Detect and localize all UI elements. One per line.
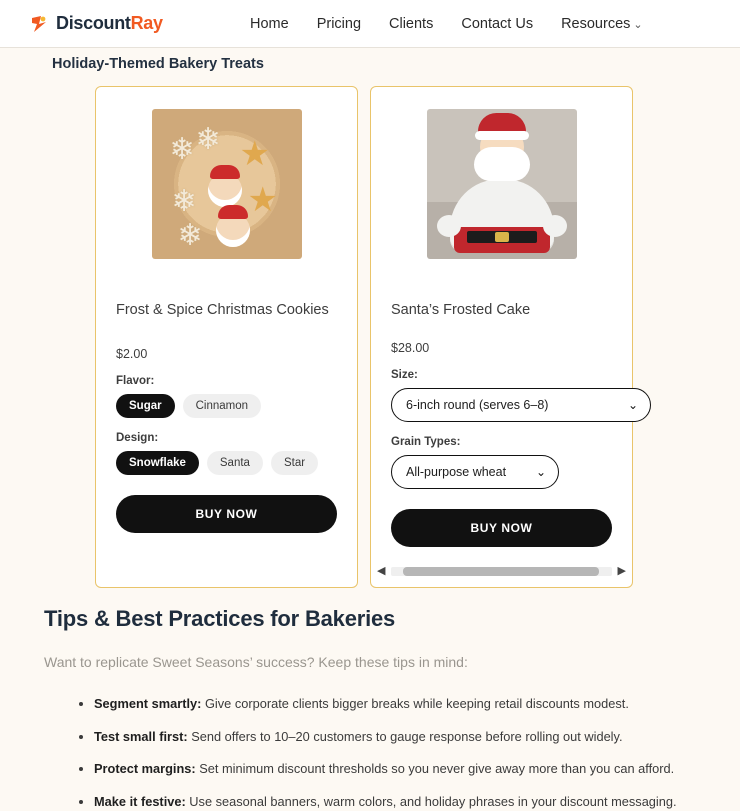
chip-flavor-sugar[interactable]: Sugar xyxy=(116,394,175,418)
list-item xyxy=(94,696,696,713)
option-chips-design xyxy=(116,451,337,475)
main-nav xyxy=(250,16,643,32)
page-body xyxy=(0,48,740,811)
chip-design-star[interactable]: Star xyxy=(271,451,318,475)
nav-item-pricing[interactable] xyxy=(317,16,361,32)
tip-text: Send offers to 10–20 customers to gauge response before rolling out widely. xyxy=(187,728,623,744)
tip-term: Test small first: xyxy=(94,728,188,744)
size-select-value: 6-inch round (serves 6–8) xyxy=(406,398,549,412)
chip-flavor-cinnamon[interactable]: Cinnamon xyxy=(183,394,261,418)
product-price: $28.00 xyxy=(391,341,430,355)
brand-logo[interactable] xyxy=(0,13,250,34)
nav-item-clients[interactable] xyxy=(389,16,433,32)
product-title: Santa’s Frosted Cake xyxy=(391,302,531,318)
buy-now-button-cake[interactable]: BUY NOW xyxy=(391,509,612,547)
nav-label-contact-us: Contact Us xyxy=(461,15,534,32)
option-label-size: Size: xyxy=(391,369,418,381)
chip-design-snowflake[interactable]: Snowflake xyxy=(116,451,199,475)
tip-text: Use seasonal banners, warm colors, and holiday phrases in your discount messaging. xyxy=(185,793,677,809)
chevron-down-icon: ⌄ xyxy=(535,465,546,479)
option-label-flavor: Flavor: xyxy=(116,375,155,387)
tip-term: Segment smartly: xyxy=(94,696,202,711)
product-image-cake xyxy=(427,109,577,259)
brand-name-part1: Discount xyxy=(56,13,131,33)
list-item xyxy=(94,794,696,811)
nav-item-resources[interactable] xyxy=(561,16,643,32)
tip-text: Give corporate clients bigger breaks while keeping retail discounts modest. xyxy=(201,696,629,711)
option-chips-flavor xyxy=(116,394,337,418)
scrollbar-thumb[interactable] xyxy=(403,567,599,576)
grain-types-select-value: All-purpose wheat xyxy=(406,465,507,479)
tips-lede: Want to replicate Sweet Seasons’ success? Keep these tips in mind: xyxy=(44,654,468,670)
tip-term: Make it festive: xyxy=(94,793,186,809)
section-heading: Holiday-Themed Bakery Treats xyxy=(52,56,264,72)
product-card-row xyxy=(0,86,740,588)
product-card-cake xyxy=(370,86,638,588)
nav-item-contact-us[interactable] xyxy=(461,16,533,32)
nav-label-clients: Clients xyxy=(389,15,434,32)
list-item xyxy=(94,729,696,746)
product-title: Frost & Spice Christmas Cookies xyxy=(116,302,329,318)
tip-term: Protect margins: xyxy=(94,761,196,777)
nav-label-home: Home xyxy=(250,15,289,32)
tips-list xyxy=(44,696,696,811)
option-label-design: Design: xyxy=(116,432,159,444)
scroll-left-arrow-icon[interactable]: ◀ xyxy=(377,564,386,577)
brand-name xyxy=(56,13,163,34)
chevron-down-icon: ⌄ xyxy=(633,18,643,31)
horizontal-scrollbar[interactable] xyxy=(371,563,632,579)
product-price: $2.00 xyxy=(116,347,148,361)
buy-now-button-cookies[interactable]: BUY NOW xyxy=(116,495,337,533)
ray-logo-icon xyxy=(30,14,50,34)
list-item xyxy=(94,761,696,778)
chevron-down-icon: ⌄ xyxy=(627,398,638,412)
nav-label-resources: Resources xyxy=(561,15,631,32)
scroll-right-arrow-icon[interactable]: ▶ xyxy=(617,564,626,577)
site-header xyxy=(0,0,740,48)
nav-item-home[interactable] xyxy=(250,16,289,32)
brand-name-part2: Ray xyxy=(130,13,163,33)
size-select[interactable] xyxy=(391,388,651,422)
scrollbar-track[interactable] xyxy=(391,567,611,576)
tips-heading: Tips & Best Practices for Bakeries xyxy=(44,606,396,631)
grain-types-select[interactable] xyxy=(391,455,559,489)
product-card-cookies xyxy=(95,86,358,588)
chip-design-santa[interactable]: Santa xyxy=(207,451,263,475)
product-image-cookies: ❄ ❄ ★ ★ ❄ ❄ xyxy=(152,109,302,259)
option-label-grain-types: Grain Types: xyxy=(391,436,461,448)
tips-section xyxy=(0,588,740,811)
nav-label-pricing: Pricing xyxy=(316,15,362,32)
tip-text: Set minimum discount thresholds so you never give away more than you can afford. xyxy=(195,761,675,777)
